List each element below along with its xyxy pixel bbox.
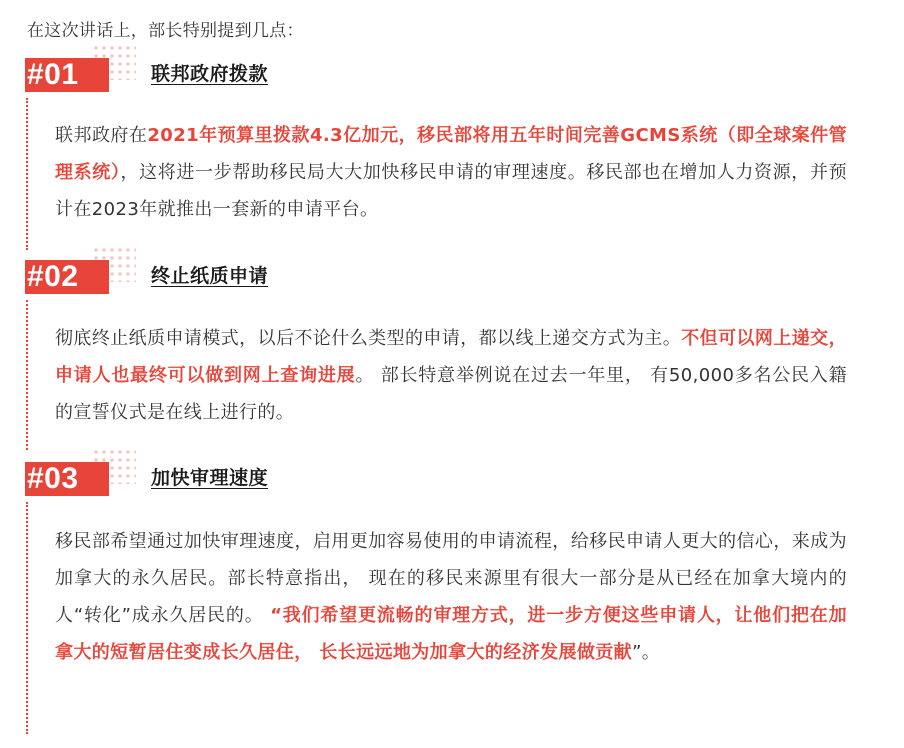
paragraph-highlight: 不但可以网上递交，申请人也最终可以做到网上查询进展	[55, 328, 847, 386]
section-paragraph	[55, 117, 847, 228]
section-divider-line	[26, 502, 28, 734]
paragraph-text: 。 部长特意举例说在过去一年里， 有50,000多名公民入籍的宣誓仪式是在线上进行的。	[55, 365, 847, 423]
section-paragraph	[55, 320, 847, 431]
section-divider-line	[26, 98, 28, 250]
intro-text: 在这次讲话上，部长特别提到几点：	[27, 21, 304, 41]
section-title: 加快审理速度	[151, 467, 269, 489]
section-number-badge: #03	[25, 462, 109, 496]
section-title: 联邦政府拨款	[151, 63, 269, 85]
paragraph-text: ”。	[632, 642, 661, 663]
section-title: 终止纸质申请	[151, 265, 269, 287]
paragraph-highlight: 2021年预算里拨款4.3亿加元，移民部将用五年时间完善GCMS系统（即全球案件管理系统）	[55, 125, 847, 183]
paragraph-text: 联邦政府在	[55, 125, 148, 146]
paragraph-text: 移民部希望通过加快审理速度，启用更加容易使用的申请流程，给移民申请人更大的信心，来成为加拿大的永久居民。部长特意指出， 现在的移民来源里有很大一部分是从已经在加拿大境内的人“转化”成永久居民的。	[55, 531, 847, 626]
section-number-badge: #01	[25, 58, 109, 92]
paragraph-highlight: “我们希望更流畅的审理方式，进一步方便这些申请人，让他们把在加拿大的短暂居住变成长久居住， 长长远远地为加拿大的经济发展做贡献	[55, 605, 847, 663]
section-divider-line	[26, 300, 28, 450]
paragraph-text: ，这将进一步帮助移民局大大加快移民申请的审理速度。移民部也在增加人力资源，并预计在2023年就推出一套新的申请平台。	[55, 162, 847, 220]
section-number-badge: #02	[25, 260, 109, 294]
section-paragraph	[55, 523, 847, 671]
paragraph-text: 彻底终止纸质申请模式，以后不论什么类型的申请，都以线上递交方式为主。	[55, 328, 682, 349]
